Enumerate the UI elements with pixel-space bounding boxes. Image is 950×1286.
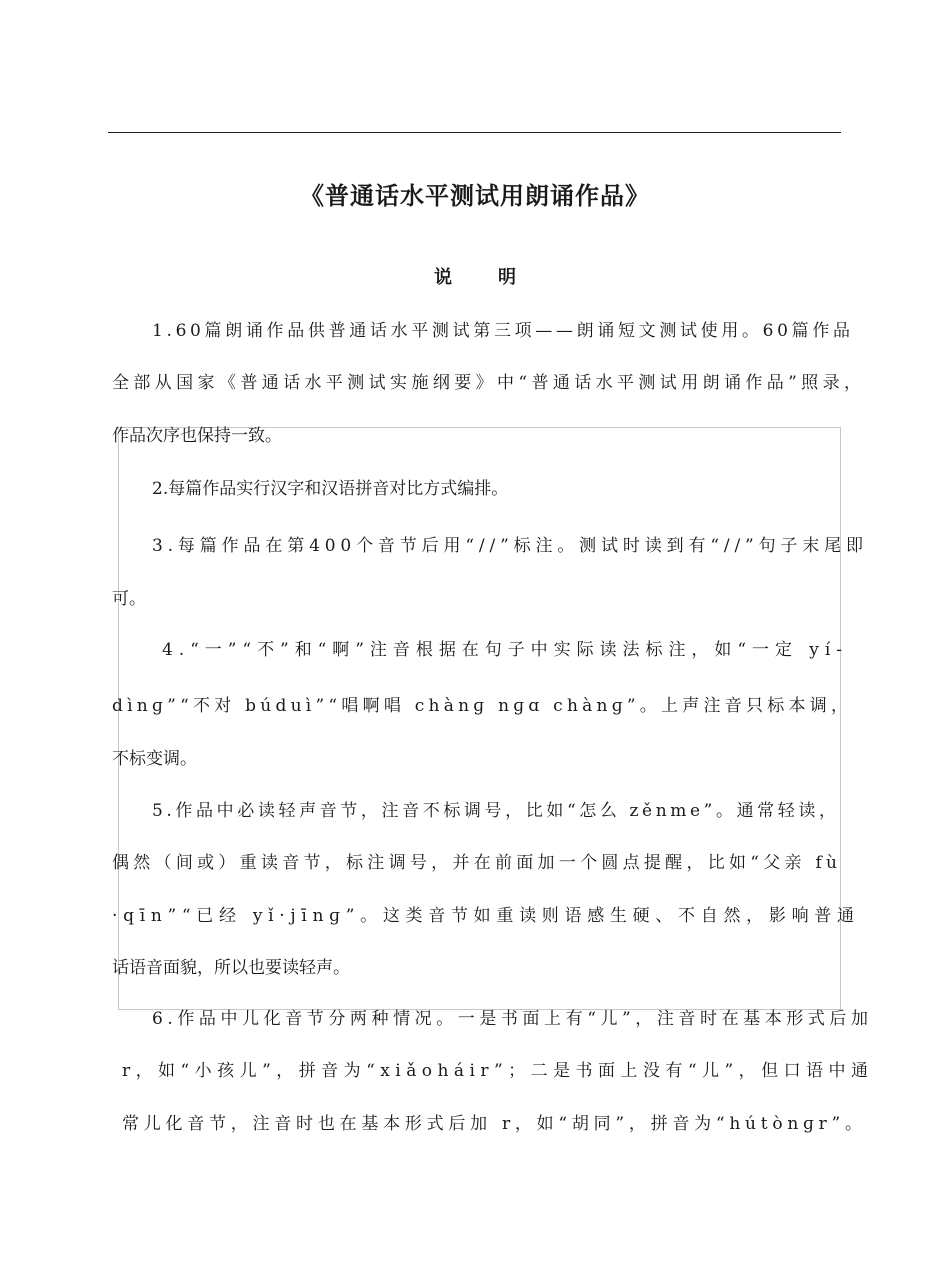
text-line: 1.60篇朗诵作品供普通话水平测试第三项——朗诵短文测试使用。60篇作品: [152, 321, 854, 341]
text-line: r，如“小孩儿”，拼音为“xiǎoháir”；二是书面上没有“儿”，但口语中通: [122, 1061, 874, 1081]
top-divider: [108, 132, 841, 133]
text-line: dìnɡ”“不对 búduì”“唱啊唱 chànɡ nɡɑ chànɡ”。上声注音只标本调，: [112, 696, 853, 716]
text-line: 4.“一”“不”和“啊”注音根据在句子中实际读法标注，如“一定 yí-: [162, 640, 848, 660]
text-line: 全部从国家《普通话水平测试实施纲要》中“普通话水平测试用朗诵作品”照录，: [112, 373, 866, 393]
text-line: 3.每篇作品在第400个音节后用“//”标注。测试时读到有“//”句子末尾即: [152, 536, 868, 556]
text-line: 常儿化音节，注音时也在基本形式后加 r，如“胡同”，拼音为“hútònɡr”。: [122, 1114, 867, 1134]
text-line: 5.作品中必读轻声音节，注音不标调号，比如“怎么 zěnme”。通常轻读，: [152, 801, 840, 821]
text-line: 2.每篇作品实行汉字和汉语拼音对比方式编排。: [152, 479, 509, 499]
text-line: 可。: [112, 589, 146, 609]
text-line: 话语音面貌，所以也要读轻声。: [112, 958, 350, 978]
document-title: 《普通话水平测试用朗诵作品》: [300, 181, 650, 210]
section-heading: 说 明: [434, 267, 530, 288]
text-line: 作品次序也保持一致。: [112, 426, 282, 446]
text-line: 6.作品中儿化音节分两种情况。一是书面上有“儿”，注音时在基本形式后加: [152, 1009, 873, 1029]
text-line: 偶然（间或）重读音节，标注调号，并在前面加一个圆点提醒，比如“父亲 fù: [112, 853, 842, 873]
text-line: ·qīn”“已经 yǐ·jīnɡ”。这类音节如重读则语感生硬、不自然，影响普通: [112, 906, 860, 926]
text-line: 不标变调。: [112, 749, 197, 769]
